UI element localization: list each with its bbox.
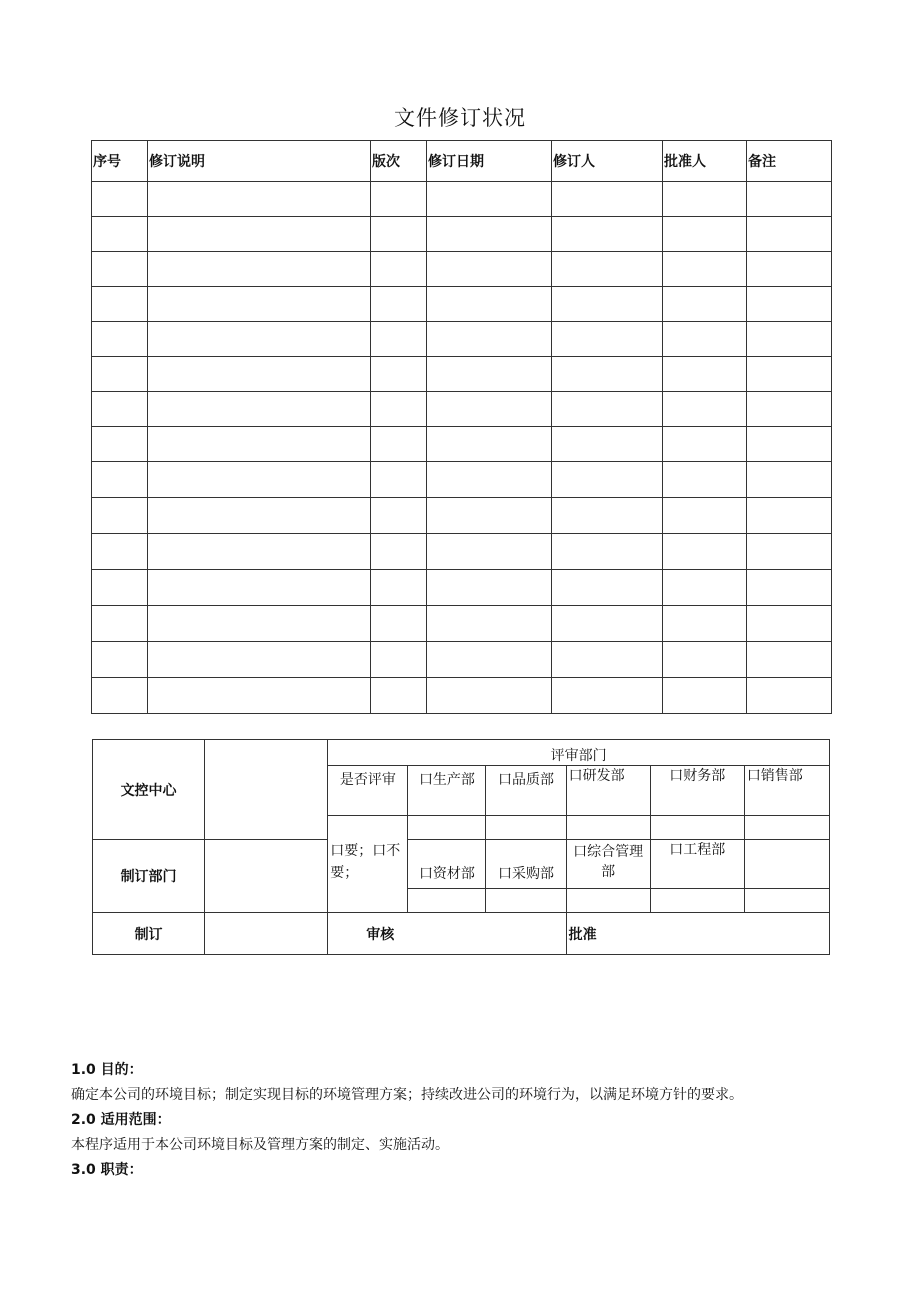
table-cell[interactable] [427,678,552,714]
empty-cell [744,840,829,889]
table-cell[interactable] [552,182,663,217]
empty-cell [650,816,744,840]
table-cell[interactable] [92,570,148,606]
table-cell[interactable] [371,498,427,534]
section-2-text: 本程序适用于本公司环境目标及管理方案的制定、实施活动。 [71,1137,449,1153]
table-cell[interactable] [371,606,427,642]
drafting-dept-label: 制订部门 [93,840,205,913]
table-cell[interactable] [148,182,371,217]
table-cell[interactable] [552,427,663,462]
table-cell[interactable] [663,642,747,678]
table-cell[interactable] [371,570,427,606]
revision-header-row [92,141,832,182]
table-cell[interactable] [663,462,747,498]
table-cell[interactable] [92,534,148,570]
table-cell[interactable] [663,322,747,357]
table-cell[interactable] [552,322,663,357]
table-cell[interactable] [92,427,148,462]
table-cell[interactable] [552,287,663,322]
dept-materials[interactable]: 口资材部 [408,840,486,889]
table-cell[interactable] [663,427,747,462]
table-cell[interactable] [427,534,552,570]
table-cell[interactable] [427,252,552,287]
dept-quality[interactable]: 口品质部 [486,766,566,816]
table-cell[interactable] [552,498,663,534]
need-review-label: 是否评审 [328,766,408,816]
table-cell[interactable] [747,217,832,252]
table-cell[interactable] [663,570,747,606]
table-cell[interactable] [552,462,663,498]
dept-engineering[interactable]: 口工程部 [650,840,744,889]
empty-cell [486,816,566,840]
table-row [92,357,832,392]
table-cell[interactable] [148,427,371,462]
table-cell[interactable] [92,462,148,498]
doc-center-value [205,740,328,840]
table-row [92,642,832,678]
table-cell[interactable] [552,357,663,392]
table-cell[interactable] [371,427,427,462]
table-cell[interactable] [663,498,747,534]
header-remarks: 备注 [747,141,832,182]
empty-cell [566,889,650,913]
table-cell[interactable] [427,217,552,252]
table-cell[interactable] [427,498,552,534]
table-row [92,606,832,642]
table-cell[interactable] [92,287,148,322]
table-cell[interactable] [427,322,552,357]
table-cell[interactable] [371,642,427,678]
table-cell[interactable] [427,357,552,392]
table-cell[interactable] [148,322,371,357]
table-row [92,498,832,534]
review-table [92,739,830,955]
table-row [92,570,832,606]
table-cell[interactable] [663,534,747,570]
header-seq: 序号 [92,141,148,182]
table-cell[interactable] [371,534,427,570]
table-cell[interactable] [552,534,663,570]
table-cell[interactable] [747,392,832,427]
table-cell[interactable] [747,606,832,642]
table-cell[interactable] [747,182,832,217]
table-cell[interactable] [552,570,663,606]
section-2-heading: 2.0 适用范围： [71,1112,171,1128]
empty-cell [650,889,744,913]
table-row [92,322,832,357]
table-cell[interactable] [92,322,148,357]
table-cell[interactable] [747,498,832,534]
table-cell[interactable] [663,678,747,714]
table-cell[interactable] [663,182,747,217]
doc-center-label: 文控中心 [93,740,205,840]
table-cell[interactable] [747,357,832,392]
table-cell[interactable] [148,678,371,714]
dept-finance[interactable]: 口财务部 [650,766,744,816]
table-cell[interactable] [663,357,747,392]
table-cell[interactable] [148,534,371,570]
empty-cell [408,889,486,913]
table-cell[interactable] [148,570,371,606]
dept-rd[interactable]: 口研发部 [566,766,650,816]
table-cell[interactable] [427,182,552,217]
need-options[interactable]: 口要；口不要； [328,816,408,913]
header-description: 修订说明 [148,141,371,182]
revision-table [91,140,832,714]
table-cell[interactable] [148,462,371,498]
table-cell[interactable] [552,642,663,678]
dept-general-management[interactable]: 口综合管理部 [566,840,650,889]
table-cell[interactable] [371,182,427,217]
table-row [92,217,832,252]
table-cell[interactable] [427,427,552,462]
empty-cell [566,816,650,840]
section-1-text: 确定本公司的环境目标；制定实现目标的环境管理方案；持续改进公司的环境行为，以满足环境方针的要求。 [71,1087,743,1103]
table-cell[interactable] [92,498,148,534]
table-cell[interactable] [747,534,832,570]
table-cell[interactable] [552,606,663,642]
section-1-heading: 1.0 目的： [71,1062,143,1078]
drafting-dept-value [205,840,328,913]
table-cell[interactable] [92,357,148,392]
table-cell[interactable] [747,252,832,287]
table-cell[interactable] [427,392,552,427]
audit-label: 审核 [328,913,566,955]
table-cell[interactable] [148,252,371,287]
dept-sales[interactable]: 口销售部 [744,766,829,816]
header-approver: 批准人 [663,141,747,182]
table-cell[interactable] [427,642,552,678]
header-reviser: 修订人 [552,141,663,182]
table-cell[interactable] [371,392,427,427]
table-cell[interactable] [148,498,371,534]
table-cell[interactable] [747,322,832,357]
table-row [92,534,832,570]
section-3-heading: 3.0 职责： [71,1162,143,1178]
table-row [92,462,832,498]
table-cell[interactable] [148,642,371,678]
table-row [92,182,832,217]
table-cell[interactable] [92,678,148,714]
table-cell[interactable] [427,606,552,642]
table-cell[interactable] [663,217,747,252]
table-cell[interactable] [552,217,663,252]
table-cell[interactable] [148,392,371,427]
table-cell[interactable] [663,252,747,287]
table-cell[interactable] [747,462,832,498]
table-cell[interactable] [663,287,747,322]
table-cell[interactable] [92,606,148,642]
table-cell[interactable] [148,287,371,322]
table-cell[interactable] [92,252,148,287]
table-cell[interactable] [92,182,148,217]
dept-production[interactable]: 口生产部 [408,766,486,816]
empty-cell [486,889,566,913]
page-title: 文件修订状况 [394,106,526,130]
empty-cell [408,816,486,840]
table-cell[interactable] [747,287,832,322]
table-row [92,252,832,287]
table-row [92,678,832,714]
empty-cell [744,889,829,913]
table-cell[interactable] [148,357,371,392]
table-row [92,392,832,427]
header-date: 修订日期 [427,141,552,182]
header-version: 版次 [371,141,427,182]
table-cell[interactable] [552,678,663,714]
table-cell[interactable] [371,287,427,322]
table-cell[interactable] [552,252,663,287]
table-cell[interactable] [663,606,747,642]
table-row [92,287,832,322]
table-cell[interactable] [427,570,552,606]
table-cell[interactable] [92,392,148,427]
table-cell[interactable] [747,570,832,606]
draft-label: 制订 [93,913,205,955]
table-cell[interactable] [663,392,747,427]
table-cell[interactable] [747,427,832,462]
table-cell[interactable] [371,357,427,392]
table-cell[interactable] [371,217,427,252]
table-cell[interactable] [371,252,427,287]
table-cell[interactable] [427,287,552,322]
table-cell[interactable] [552,392,663,427]
table-cell[interactable] [148,217,371,252]
table-cell[interactable] [371,678,427,714]
table-cell[interactable] [148,606,371,642]
table-cell[interactable] [92,642,148,678]
table-row [92,427,832,462]
table-cell[interactable] [747,678,832,714]
table-cell[interactable] [371,462,427,498]
table-cell[interactable] [92,217,148,252]
dept-purchasing[interactable]: 口采购部 [486,840,566,889]
table-cell[interactable] [427,462,552,498]
empty-cell [744,816,829,840]
draft-value [205,913,328,955]
approve-label: 批准 [566,913,829,955]
table-cell[interactable] [747,642,832,678]
review-depts-label: 评审部门 [328,740,830,766]
table-cell[interactable] [371,322,427,357]
